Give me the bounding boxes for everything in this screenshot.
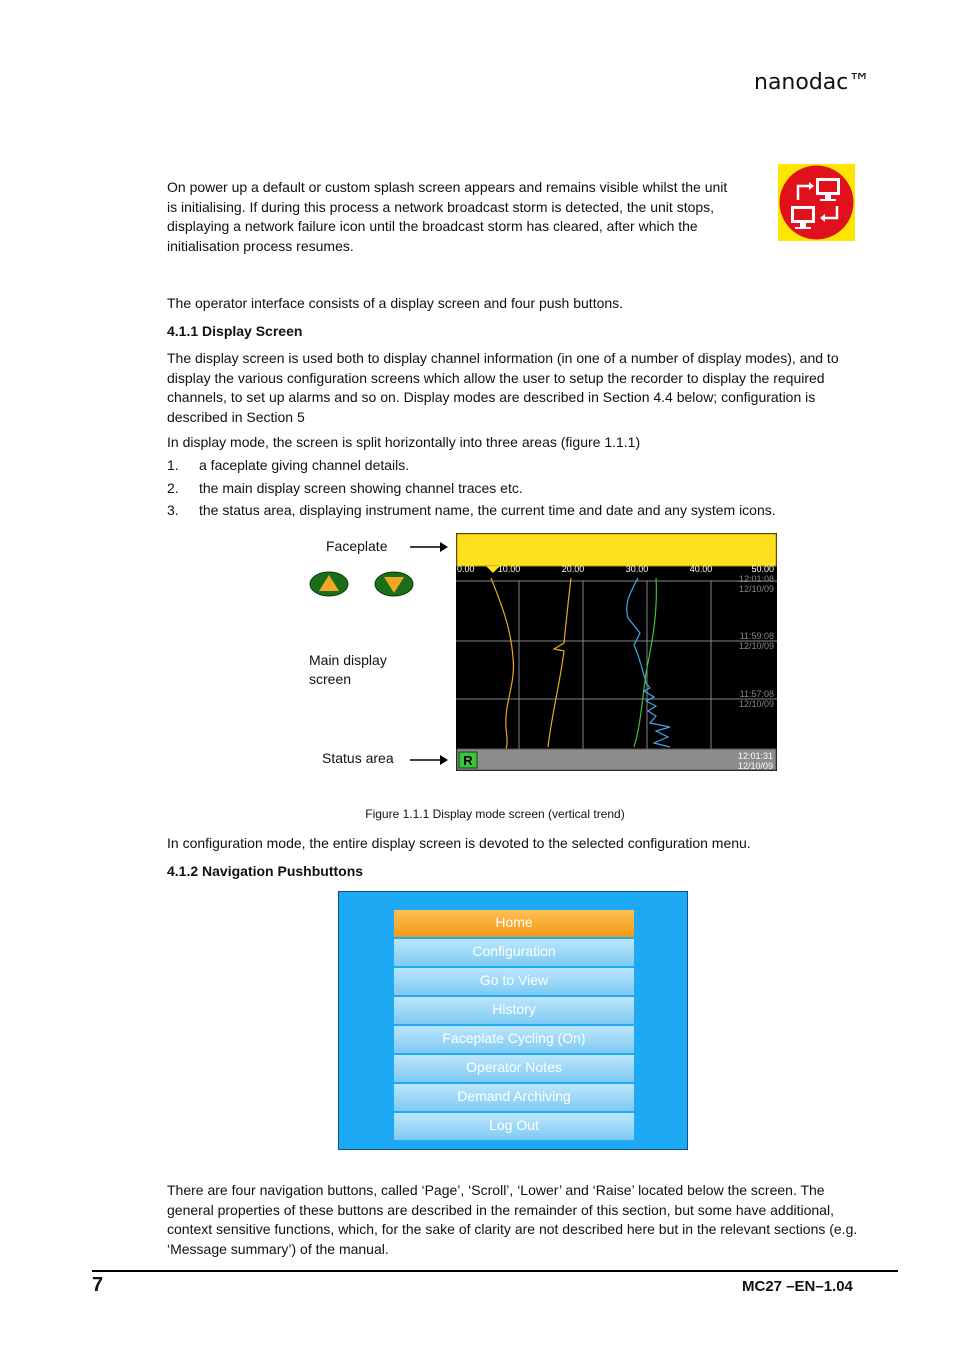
- time-label: 12:01:08: [738, 574, 774, 584]
- list-number: 1.: [167, 457, 179, 473]
- navigation-paragraph: There are four navigation buttons, called ‘Page’, ‘Scroll’, ‘Lower’ and ‘Raise’ located below the screen. The general properties of these buttons are described in the remainder of this section, but some have additional, context sensitive functions, which, for the sake of clarity are not described here but in the relevant sections (e.g. ‘Message summary’) of the manual.: [167, 1182, 858, 1257]
- menu-item-go-to-view[interactable]: Go to View: [394, 968, 634, 995]
- config-mode-paragraph: In configuration mode, the entire display screen is devoted to the selected configuration menu.: [167, 835, 751, 851]
- status-bar: [457, 749, 776, 770]
- faceplate-area: [457, 534, 776, 566]
- faceplate-arrow: [410, 540, 450, 554]
- menu-item-home[interactable]: Home: [394, 910, 634, 937]
- list-number: 2.: [167, 480, 179, 496]
- list-item: the main display screen showing channel traces etc.: [199, 480, 523, 496]
- menu-item-log-out[interactable]: Log Out: [394, 1113, 634, 1140]
- date-label: 12/10/09: [738, 641, 774, 651]
- footer-rule: [92, 1270, 898, 1272]
- status-area-label: Status area: [322, 750, 394, 766]
- scale-tick-label: 20.00: [561, 564, 585, 574]
- time-label: 11:59:08: [739, 631, 774, 641]
- date-label: 12/10/09: [738, 584, 774, 594]
- trend-display-screen: [456, 533, 777, 771]
- brand-title: nanodac™: [754, 70, 871, 95]
- menu-item-demand-archiving[interactable]: Demand Archiving: [394, 1084, 634, 1111]
- main-display-label-line1: Main display: [309, 652, 387, 668]
- operator-paragraph: The operator interface consists of a display screen and four push buttons.: [167, 295, 624, 311]
- raise-button-icon: [309, 571, 349, 597]
- menu-item-history[interactable]: History: [394, 997, 634, 1024]
- home-menu-screen: [338, 891, 688, 1150]
- display-paragraph-1: The display screen is used both to display channel information (in one of a number of display modes), and to display the various configuration screens which allow the user to setup the recorder to display the required channels, to set up alarms and so on. Display modes are described in Section 4.4 below; configuration is described in Section 5: [167, 350, 839, 425]
- network-failure-icon: [778, 164, 855, 241]
- scale-tick-label: 30.00: [625, 564, 649, 574]
- menu-item-operator-notes[interactable]: Operator Notes: [394, 1055, 634, 1082]
- list-item: the status area, displaying instrument name, the current time and date and any system icons.: [199, 502, 776, 518]
- status-icon-letter: R: [463, 753, 473, 768]
- page-number: 7: [92, 1274, 104, 1296]
- scale-tick-label: 40.00: [689, 564, 713, 574]
- scale-tick-label: 0.00: [457, 564, 475, 574]
- menu-item-configuration[interactable]: Configuration: [394, 939, 634, 966]
- intro-paragraph: On power up a default or custom splash screen appears and remains visible whilst the unit is initialising. If during this process a network broadcast storm is detected, the unit stops, displaying a network failure icon until the broadcast storm has cleared, after which the initialisation process resumes.: [167, 179, 728, 254]
- scale-tick-label: 50.00: [751, 564, 774, 574]
- section-heading-navigation: 4.1.2 Navigation Pushbuttons: [167, 863, 364, 879]
- menu-item-faceplate-cycling[interactable]: Faceplate Cycling (On): [394, 1026, 634, 1053]
- section-heading-display-screen: 4.1.1 Display Screen: [167, 323, 303, 339]
- main-display-label-line2: screen: [309, 671, 352, 687]
- status-date: 12/10/09: [737, 761, 773, 771]
- status-area-arrow: [410, 753, 450, 767]
- list-number: 3.: [167, 502, 179, 518]
- date-label: 12/10/09: [738, 699, 774, 709]
- status-time: 12:01:31: [737, 751, 773, 761]
- document-code: MC27 –EN–1.04: [742, 1278, 853, 1295]
- scale-tick-label: 10.00: [497, 564, 521, 574]
- main-display-label: [309, 651, 387, 689]
- faceplate-label: Faceplate: [326, 538, 388, 554]
- list-item: a faceplate giving channel details.: [199, 457, 410, 473]
- lower-button-icon: [374, 571, 414, 597]
- figure-caption: Figure 1.1.1 Display mode screen (vertical trend): [365, 807, 625, 821]
- display-paragraph-2: In display mode, the screen is split horizontally into three areas (figure 1.1.1): [167, 434, 641, 450]
- time-label: 11:57:08: [739, 689, 774, 699]
